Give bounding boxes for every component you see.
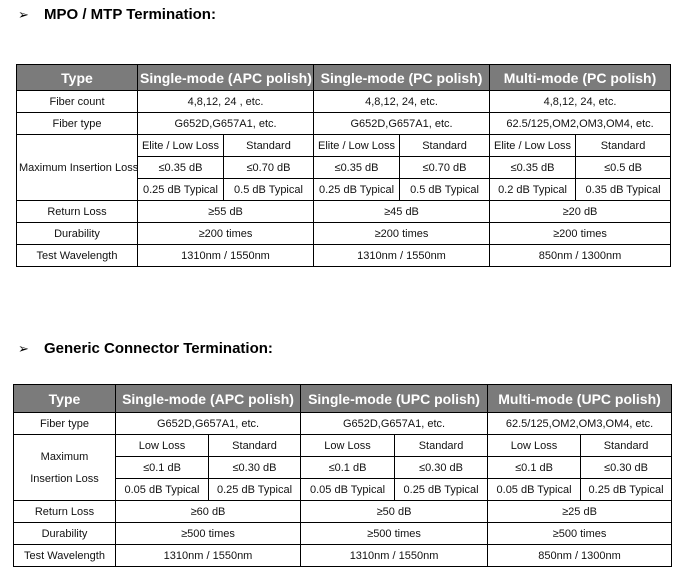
table-cell: 62.5/125,OM2,OM3,OM4, etc. <box>490 113 671 135</box>
table-cell: 1310nm / 1550nm <box>138 245 314 267</box>
table-header-row <box>14 385 672 413</box>
table-row <box>17 135 671 157</box>
table-row <box>14 545 672 567</box>
table-cell: ≤0.35 dB <box>314 157 400 179</box>
table-cell: Elite / Low Loss <box>138 135 224 157</box>
table-row <box>14 523 672 545</box>
header-sm-pc: Single-mode (PC polish) <box>314 65 490 91</box>
table-cell: 0.2 dB Typical <box>490 179 576 201</box>
table-cell: G652D,G657A1, etc. <box>138 113 314 135</box>
mpo-section-title <box>18 6 216 23</box>
table-cell: ≤0.1 dB <box>301 457 395 479</box>
table-cell: 4,8,12, 24, etc. <box>314 91 490 113</box>
table-cell: ≥55 dB <box>138 201 314 223</box>
table-cell: 4,8,12, 24, etc. <box>490 91 671 113</box>
table-cell: Elite / Low Loss <box>490 135 576 157</box>
table-cell: 850nm / 1300nm <box>488 545 672 567</box>
table-cell: ≤0.1 dB <box>116 457 209 479</box>
table-cell: ≤0.35 dB <box>138 157 224 179</box>
table-cell: Elite / Low Loss <box>314 135 400 157</box>
generic-title-text: Generic Connector Termination: <box>44 340 273 357</box>
header-sm-apc: Single-mode (APC polish) <box>138 65 314 91</box>
table-cell: Standard <box>576 135 671 157</box>
table-cell: 0.25 dB Typical <box>209 479 301 501</box>
table-cell: ≥500 times <box>116 523 301 545</box>
table-cell: 0.05 dB Typical <box>116 479 209 501</box>
table-cell: Low Loss <box>488 435 581 457</box>
table-cell: G652D,G657A1, etc. <box>116 413 301 435</box>
row-label: Fiber type <box>17 113 138 135</box>
table-row <box>14 413 672 435</box>
header-type: Type <box>14 385 116 413</box>
table-cell: 850nm / 1300nm <box>490 245 671 267</box>
arrow-bullet-icon: ➢ <box>18 340 29 356</box>
table-cell: 0.25 dB Typical <box>581 479 672 501</box>
table-cell: ≤0.70 dB <box>224 157 314 179</box>
header-mm-upc: Multi-mode (UPC polish) <box>488 385 672 413</box>
table-row <box>17 223 671 245</box>
table-cell: 0.05 dB Typical <box>301 479 395 501</box>
table-cell: Low Loss <box>301 435 395 457</box>
table-cell: 0.25 dB Typical <box>138 179 224 201</box>
table-cell: Standard <box>395 435 488 457</box>
table-cell: G652D,G657A1, etc. <box>301 413 488 435</box>
header-sm-upc: Single-mode (UPC polish) <box>301 385 488 413</box>
table-cell: ≥200 times <box>490 223 671 245</box>
table-cell: ≥60 dB <box>116 501 301 523</box>
row-label-line: Insertion Loss <box>30 472 99 485</box>
table-cell: 0.25 dB Typical <box>314 179 400 201</box>
table-cell: ≥45 dB <box>314 201 490 223</box>
table-cell: 0.05 dB Typical <box>488 479 581 501</box>
row-label: Fiber type <box>14 413 116 435</box>
table-cell: 0.25 dB Typical <box>395 479 488 501</box>
table-cell: 62.5/125,OM2,OM3,OM4, etc. <box>488 413 672 435</box>
table-cell: Standard <box>581 435 672 457</box>
table-cell: Standard <box>400 135 490 157</box>
row-label: Durability <box>14 523 116 545</box>
table-cell: ≥200 times <box>138 223 314 245</box>
table-cell: ≥200 times <box>314 223 490 245</box>
table-cell: ≤0.5 dB <box>576 157 671 179</box>
header-type: Type <box>17 65 138 91</box>
table-cell: ≤0.70 dB <box>400 157 490 179</box>
table-cell: 1310nm / 1550nm <box>116 545 301 567</box>
header-sm-apc: Single-mode (APC polish) <box>116 385 301 413</box>
table-cell: 1310nm / 1550nm <box>301 545 488 567</box>
mpo-title-text: MPO / MTP Termination: <box>44 6 216 23</box>
table-cell: ≥500 times <box>301 523 488 545</box>
table-cell: ≤0.35 dB <box>490 157 576 179</box>
table-cell: Low Loss <box>116 435 209 457</box>
table-cell: ≥50 dB <box>301 501 488 523</box>
generic-spec-table <box>13 384 672 567</box>
table-cell: G652D,G657A1, etc. <box>314 113 490 135</box>
table-cell: ≤0.30 dB <box>395 457 488 479</box>
table-cell: 0.5 dB Typical <box>400 179 490 201</box>
row-label: Fiber count <box>17 91 138 113</box>
table-cell: 4,8,12, 24 , etc. <box>138 91 314 113</box>
table-row <box>17 201 671 223</box>
table-row <box>17 245 671 267</box>
table-cell: 1310nm / 1550nm <box>314 245 490 267</box>
table-row <box>14 435 672 457</box>
row-label-line: Maximum <box>40 450 89 463</box>
row-label <box>14 435 116 501</box>
table-cell: ≤0.30 dB <box>581 457 672 479</box>
row-label: Test Wavelength <box>17 245 138 267</box>
table-row <box>17 113 671 135</box>
row-label: Return Loss <box>17 201 138 223</box>
row-label: Maximum Insertion Loss <box>17 135 138 201</box>
table-row <box>17 91 671 113</box>
table-cell: ≤0.1 dB <box>488 457 581 479</box>
table-header-row <box>17 65 671 91</box>
table-cell: ≥25 dB <box>488 501 672 523</box>
generic-section-title <box>18 340 273 357</box>
header-mm-pc: Multi-mode (PC polish) <box>490 65 671 91</box>
table-row <box>14 501 672 523</box>
table-cell: ≤0.30 dB <box>209 457 301 479</box>
arrow-bullet-icon: ➢ <box>18 6 29 22</box>
table-cell: Standard <box>224 135 314 157</box>
row-label: Test Wavelength <box>14 545 116 567</box>
table-cell: ≥500 times <box>488 523 672 545</box>
row-label: Durability <box>17 223 138 245</box>
table-cell: 0.35 dB Typical <box>576 179 671 201</box>
table-cell: 0.5 dB Typical <box>224 179 314 201</box>
row-label: Return Loss <box>14 501 116 523</box>
table-cell: ≥20 dB <box>490 201 671 223</box>
table-cell: Standard <box>209 435 301 457</box>
mpo-spec-table <box>16 64 671 267</box>
